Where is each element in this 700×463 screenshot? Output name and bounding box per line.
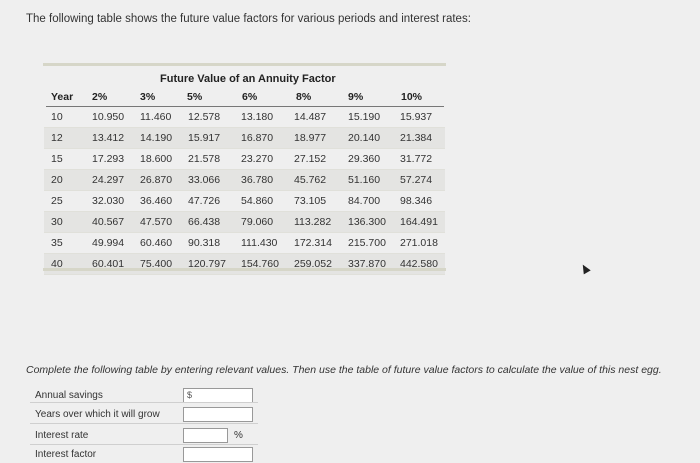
table-cell: 24.297 bbox=[92, 174, 125, 186]
annual-savings-input[interactable] bbox=[183, 388, 253, 403]
form-divider bbox=[30, 402, 258, 403]
table-cell: 23.270 bbox=[241, 153, 274, 165]
table-row bbox=[44, 233, 445, 254]
cell-year: 15 bbox=[51, 153, 63, 165]
table-cell: 12.578 bbox=[188, 111, 221, 123]
table-cell: 16.870 bbox=[241, 132, 274, 144]
table-cell: 21.384 bbox=[400, 132, 433, 144]
percent-unit: % bbox=[234, 430, 243, 441]
table-cell: 66.438 bbox=[188, 216, 221, 228]
table-cell: 90.318 bbox=[188, 237, 221, 249]
table-cell: 136.300 bbox=[348, 216, 386, 228]
table-cell: 49.994 bbox=[92, 237, 125, 249]
table-cell: 29.360 bbox=[348, 153, 381, 165]
table-cell: 337.870 bbox=[348, 258, 386, 270]
table-cell: 20.140 bbox=[348, 132, 381, 144]
factor-table-body bbox=[44, 107, 445, 275]
table-cell: 15.937 bbox=[400, 111, 433, 123]
header-8pct: 8% bbox=[296, 91, 312, 103]
table-cell: 259.052 bbox=[294, 258, 332, 270]
table-row bbox=[44, 149, 445, 170]
table-top-rule bbox=[43, 63, 446, 66]
table-cell: 111.430 bbox=[241, 237, 278, 249]
header-9pct: 9% bbox=[348, 91, 364, 103]
cell-year: 30 bbox=[51, 216, 63, 228]
table-cell: 18.977 bbox=[294, 132, 327, 144]
header-6pct: 6% bbox=[242, 91, 258, 103]
table-cell: 13.180 bbox=[241, 111, 274, 123]
table-cell: 27.152 bbox=[294, 153, 327, 165]
table-cell: 164.491 bbox=[400, 216, 438, 228]
table-cell: 18.600 bbox=[140, 153, 173, 165]
table-cell: 14.190 bbox=[140, 132, 173, 144]
table-cell: 10.950 bbox=[92, 111, 125, 123]
table-cell: 45.762 bbox=[294, 174, 327, 186]
mouse-cursor-icon bbox=[579, 263, 590, 275]
table-cell: 73.105 bbox=[294, 195, 327, 207]
table-row bbox=[44, 107, 445, 128]
table-row bbox=[44, 170, 445, 191]
form-divider bbox=[30, 444, 258, 445]
instructions-text: Complete the following table by entering relevant values. Then use the table of future value factors to calculate the value of this nest egg. bbox=[26, 364, 662, 376]
table-cell: 60.460 bbox=[140, 237, 173, 249]
header-2pct: 2% bbox=[92, 91, 108, 103]
table-cell: 47.726 bbox=[188, 195, 221, 207]
table-cell: 33.066 bbox=[188, 174, 221, 186]
interest-factor-label: Interest factor bbox=[35, 449, 97, 460]
table-cell: 31.772 bbox=[400, 153, 433, 165]
table-cell: 36.460 bbox=[140, 195, 173, 207]
table-cell: 54.860 bbox=[241, 195, 274, 207]
table-cell: 60.401 bbox=[92, 258, 125, 270]
cell-year: 25 bbox=[51, 195, 63, 207]
table-cell: 26.870 bbox=[140, 174, 173, 186]
table-cell: 154.760 bbox=[241, 258, 279, 270]
table-cell: 79.060 bbox=[241, 216, 274, 228]
table-cell: 215.700 bbox=[348, 237, 386, 249]
table-cell: 14.487 bbox=[294, 111, 327, 123]
interest-rate-input[interactable] bbox=[183, 428, 228, 443]
form-divider bbox=[30, 423, 258, 424]
table-cell: 32.030 bbox=[92, 195, 125, 207]
cell-year: 40 bbox=[51, 258, 63, 270]
table-cell: 271.018 bbox=[400, 237, 438, 249]
table-row bbox=[44, 191, 445, 212]
table-row bbox=[44, 254, 445, 275]
years-input[interactable] bbox=[183, 407, 253, 422]
cell-year: 10 bbox=[51, 111, 63, 123]
header-year: Year bbox=[51, 91, 74, 103]
table-cell: 40.567 bbox=[92, 216, 125, 228]
table-bottom-rule bbox=[43, 268, 446, 271]
table-cell: 13.412 bbox=[92, 132, 125, 144]
dollar-prefix: $ bbox=[187, 390, 193, 400]
table-cell: 11.460 bbox=[140, 111, 172, 123]
table-cell: 36.780 bbox=[241, 174, 274, 186]
table-cell: 15.917 bbox=[188, 132, 221, 144]
table-cell: 57.274 bbox=[400, 174, 433, 186]
annual-savings-label: Annual savings bbox=[35, 390, 103, 401]
table-cell: 172.314 bbox=[294, 237, 332, 249]
table-cell: 17.293 bbox=[92, 153, 125, 165]
cell-year: 20 bbox=[51, 174, 63, 186]
table-cell: 113.282 bbox=[294, 216, 332, 228]
interest-rate-label: Interest rate bbox=[35, 430, 89, 441]
cell-year: 12 bbox=[51, 132, 63, 144]
table-cell: 21.578 bbox=[188, 153, 221, 165]
table-cell: 75.400 bbox=[140, 258, 173, 270]
header-3pct: 3% bbox=[140, 91, 156, 103]
table-cell: 84.700 bbox=[348, 195, 381, 207]
table-cell: 51.160 bbox=[348, 174, 381, 186]
intro-text: The following table shows the future value factors for various periods and interest rates: bbox=[26, 13, 471, 25]
table-title: Future Value of an Annuity Factor bbox=[160, 73, 336, 85]
cell-year: 35 bbox=[51, 237, 63, 249]
table-row bbox=[44, 128, 445, 149]
header-10pct: 10% bbox=[401, 91, 423, 103]
table-cell: 15.190 bbox=[348, 111, 381, 123]
table-cell: 442.580 bbox=[400, 258, 438, 270]
interest-factor-input[interactable] bbox=[183, 447, 253, 462]
table-cell: 120.797 bbox=[188, 258, 226, 270]
table-cell: 47.570 bbox=[140, 216, 173, 228]
years-label: Years over which it will grow bbox=[35, 409, 160, 420]
table-row bbox=[44, 212, 445, 233]
table-cell: 98.346 bbox=[400, 195, 433, 207]
header-5pct: 5% bbox=[187, 91, 203, 103]
